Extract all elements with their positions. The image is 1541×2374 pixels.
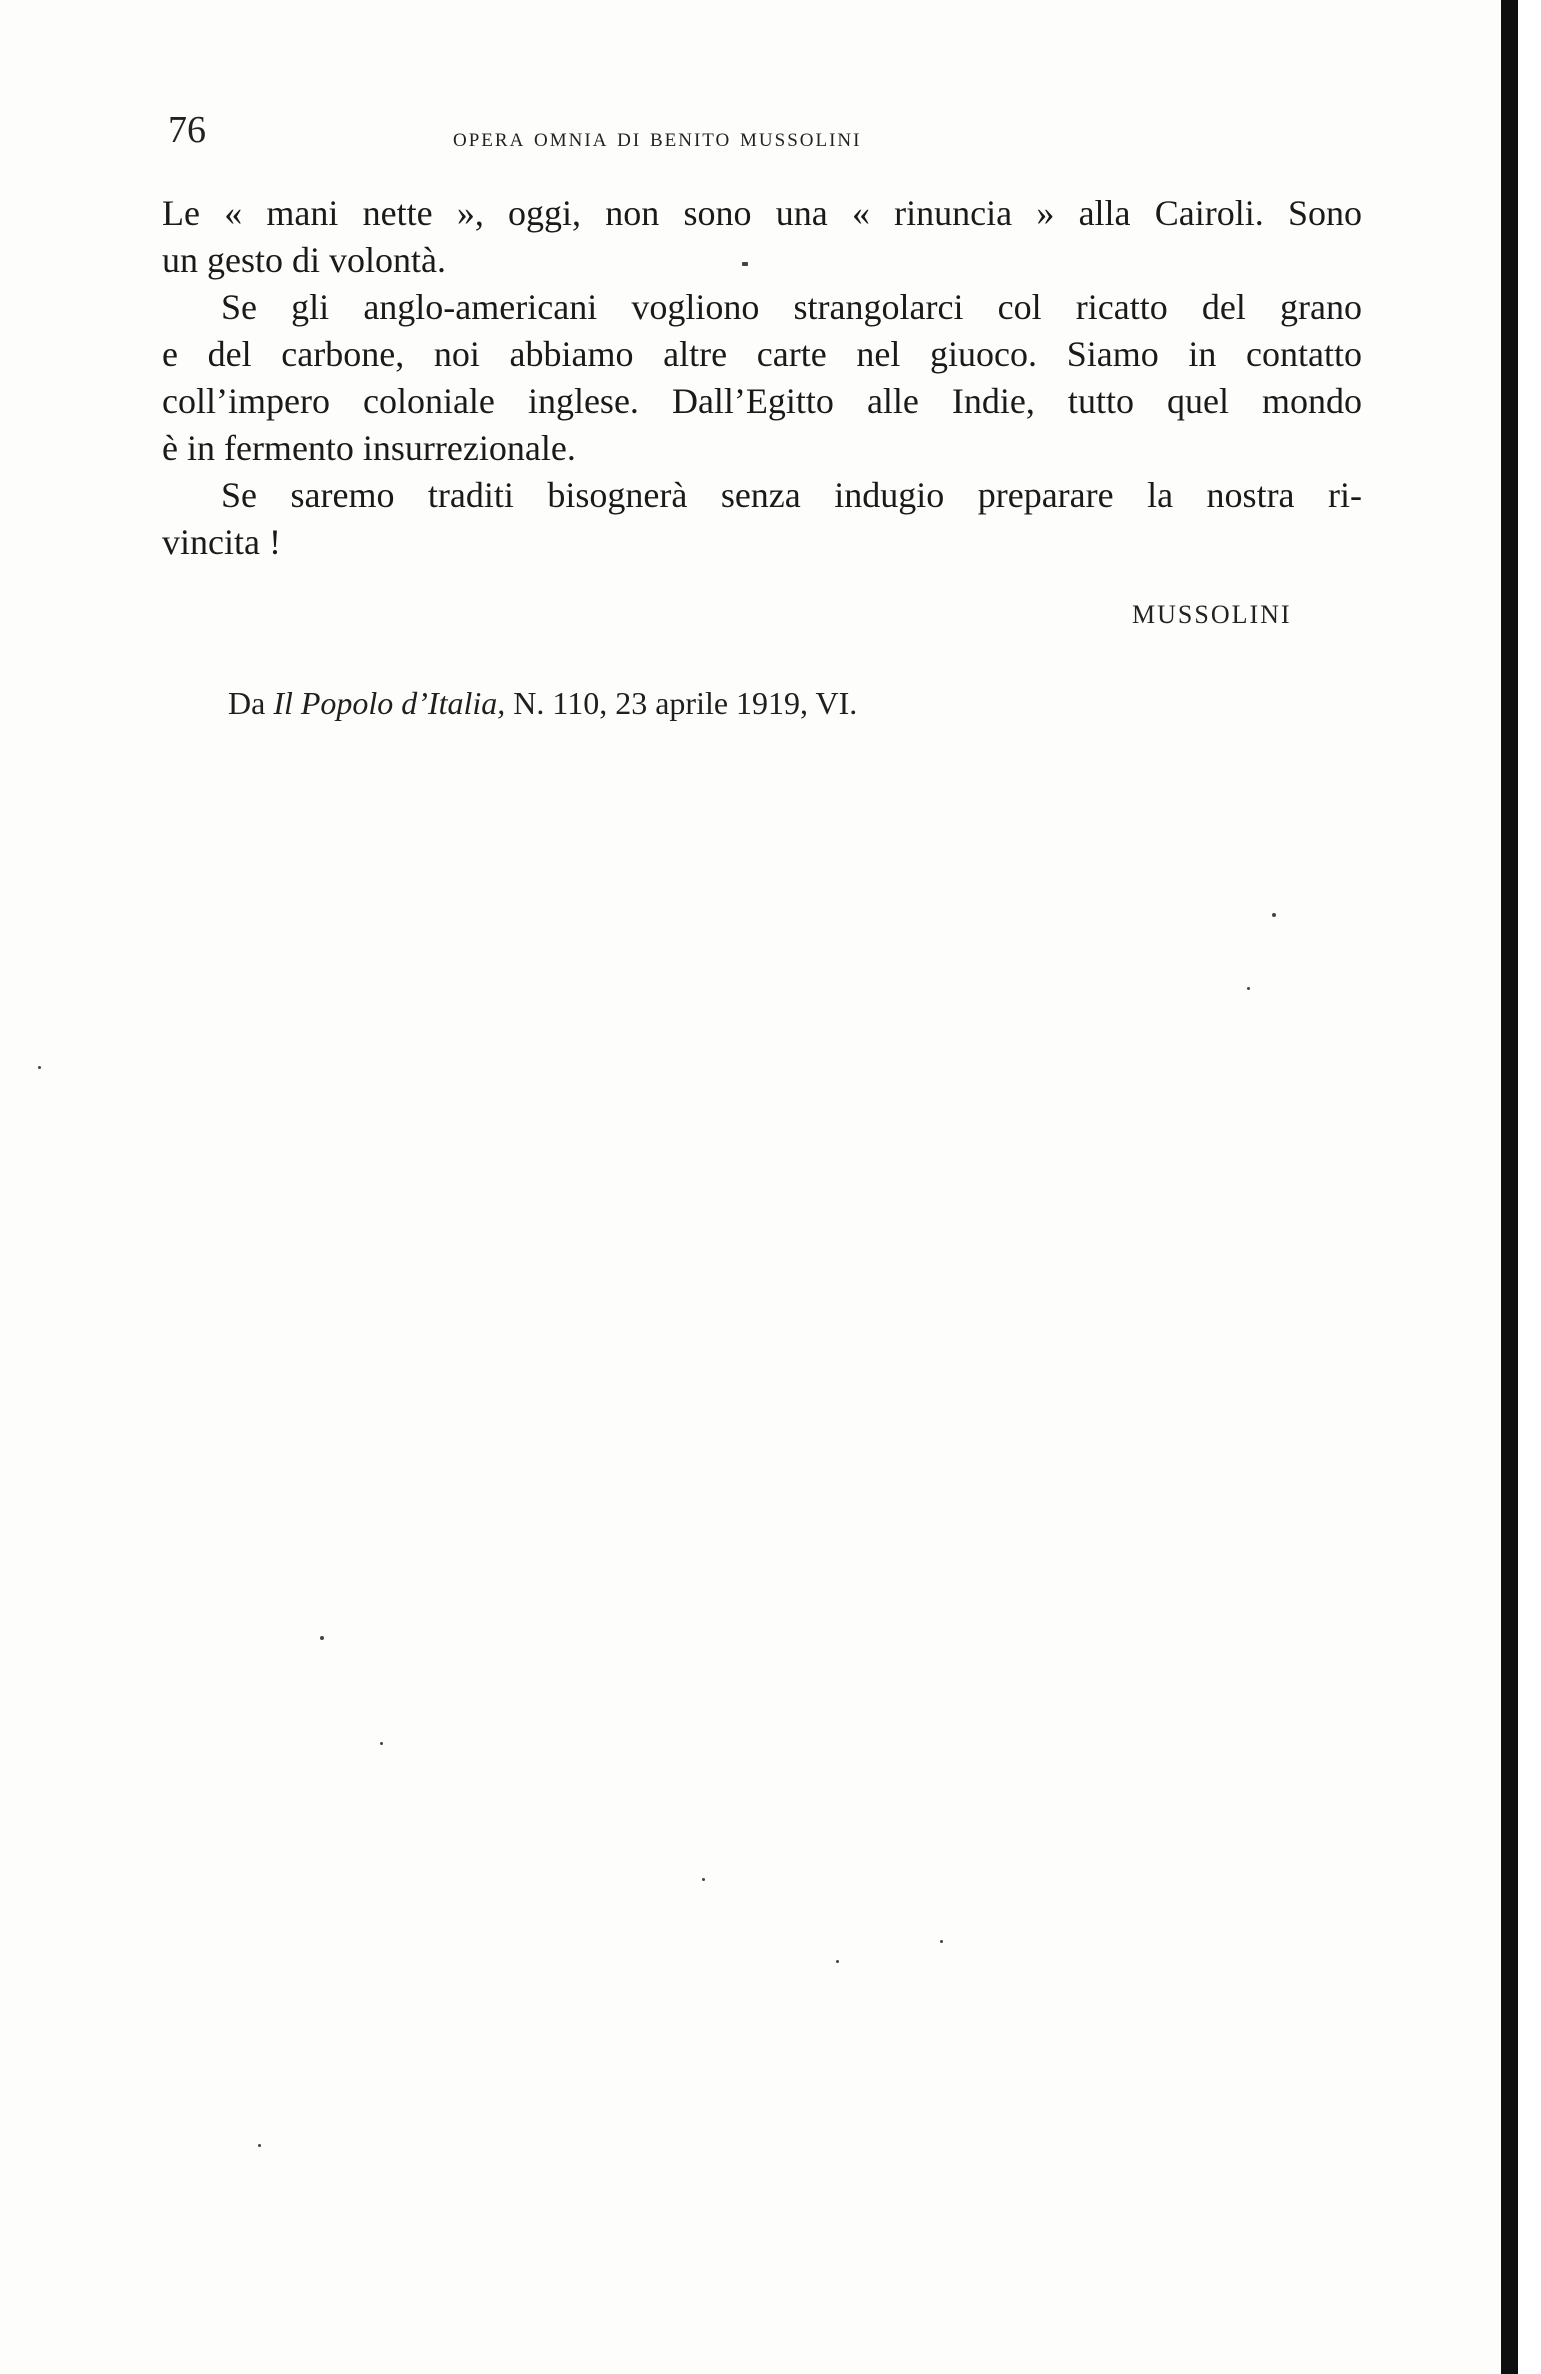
scan-speck (1272, 913, 1276, 917)
scan-speck (258, 2144, 261, 2147)
scan-speck (742, 262, 748, 266)
source-citation (228, 685, 857, 722)
source-details: N. 110, 23 aprile 1919, VI. (513, 685, 858, 721)
scan-speck (380, 1742, 383, 1745)
body-text (162, 190, 1362, 566)
scan-speck (38, 1066, 41, 1069)
text-line: Se saremo traditi bisognerà senza indugio preparare la nostra ri- (221, 475, 1362, 515)
page-number: 76 (168, 109, 206, 151)
author-signature: MUSSOLINI (1132, 600, 1292, 629)
running-title: opera omnia di benito mussolini (453, 122, 862, 152)
text-line: vincita ! (162, 522, 281, 562)
source-prefix: Da (228, 685, 266, 721)
text-line: Le « mani nette », oggi, non sono una « rinuncia » alla Cairoli. Sono (162, 193, 1362, 233)
binding-edge (1501, 0, 1541, 2374)
scan-speck (320, 1636, 324, 1640)
newspaper-title: Il Popolo d’Italia, (273, 685, 506, 721)
text-line: coll’impero coloniale inglese. Dall’Egitto alle Indie, tutto quel mondo (162, 381, 1362, 421)
scan-speck (940, 1940, 943, 1943)
text-line: e del carbone, noi abbiamo altre carte nel giuoco. Siamo in contatto (162, 334, 1362, 374)
scan-speck (836, 1960, 839, 1963)
text-line: Se gli anglo-americani vogliono strangolarci col ricatto del grano (221, 287, 1362, 327)
text-line: un gesto di volontà. (162, 240, 446, 280)
text-line: è in fermento insurrezionale. (162, 428, 576, 468)
page-header (168, 108, 1354, 158)
scan-speck (1247, 987, 1250, 990)
scan-speck (702, 1878, 705, 1881)
binding-shadow (1501, 0, 1518, 2374)
